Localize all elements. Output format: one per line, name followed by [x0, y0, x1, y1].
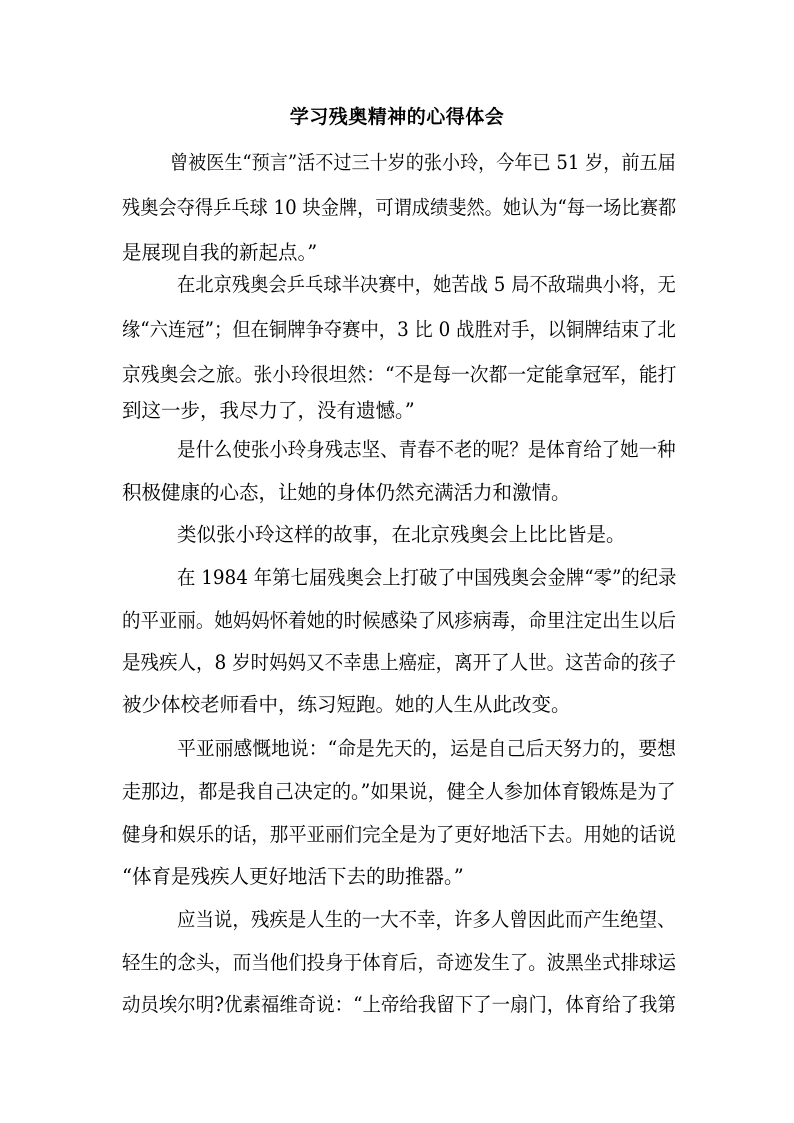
text-line: 轻生的念头，而当他们投身于体育后，奇迹发生了。波黑坐式排球运: [122, 951, 677, 974]
text-line: 类似张小玲这样的故事，在北京残奥会上比比皆是。: [177, 523, 626, 546]
text-line: “体育是残疾人更好地活下去的助推器。”: [122, 865, 464, 888]
text-line: 是残疾人，8 岁时妈妈又不幸患上癌症，离开了人世。这苦命的孩子: [122, 651, 677, 674]
text-line: 平亚丽感慨地说：“命是先天的，运是自己后天努力的，要想: [177, 737, 676, 760]
text-line: 被少体校老师看中，练习短跑。她的人生从此改变。: [122, 693, 571, 716]
text-line: 是展现自我的新起点。”: [122, 241, 318, 264]
text-line: 健身和娱乐的话，那平亚丽们完全是为了更好地活下去。用她的话说: [122, 823, 677, 846]
text-line: 到这一步，我尽力了，没有遗憾。”: [122, 399, 415, 422]
text-line: 曾被医生“预言”活不过三十岁的张小玲，今年已 51 岁，前五届: [170, 151, 676, 174]
text-line: 动员埃尔明?优素福维奇说：“上帝给我留下了一扇门，体育给了我第: [122, 993, 676, 1016]
document-title: 学习残奥精神的心得体会: [289, 106, 505, 128]
text-line: 在 1984 年第七届残奥会上打破了中国残奥会金牌“零”的纪录: [177, 566, 677, 589]
text-line: 应当说，残疾是人生的一大不幸，许多人曾因此而产生绝望、: [177, 908, 676, 931]
text-line: 是什么使张小玲身残志坚、青春不老的呢？是体育给了她一种: [177, 438, 676, 461]
text-line: 京残奥会之旅。张小玲很坦然：“不是每一次都一定能拿冠军，能打: [122, 363, 677, 386]
text-line: 缘“六连冠”；但在铜牌争夺赛中，3 比 0 战胜对手，以铜牌结束了北: [122, 318, 676, 341]
text-line: 积极健康的心态，让她的身体仍然充满活力和激情。: [122, 481, 571, 504]
text-line: 走那边，都是我自己决定的。”如果说，健全人参加体育锻炼是为了: [122, 780, 676, 803]
text-line: 残奥会夺得乒乓球 10 块金牌，可谓成绩斐然。她认为“每一场比赛都: [122, 196, 677, 219]
text-line: 在北京残奥会乒乓球半决赛中，她苦战 5 局不敌瑞典小将，无: [177, 273, 676, 296]
text-line: 的平亚丽。她妈妈怀着她的时候感染了风疹病毒，命里注定出生以后: [122, 609, 677, 632]
